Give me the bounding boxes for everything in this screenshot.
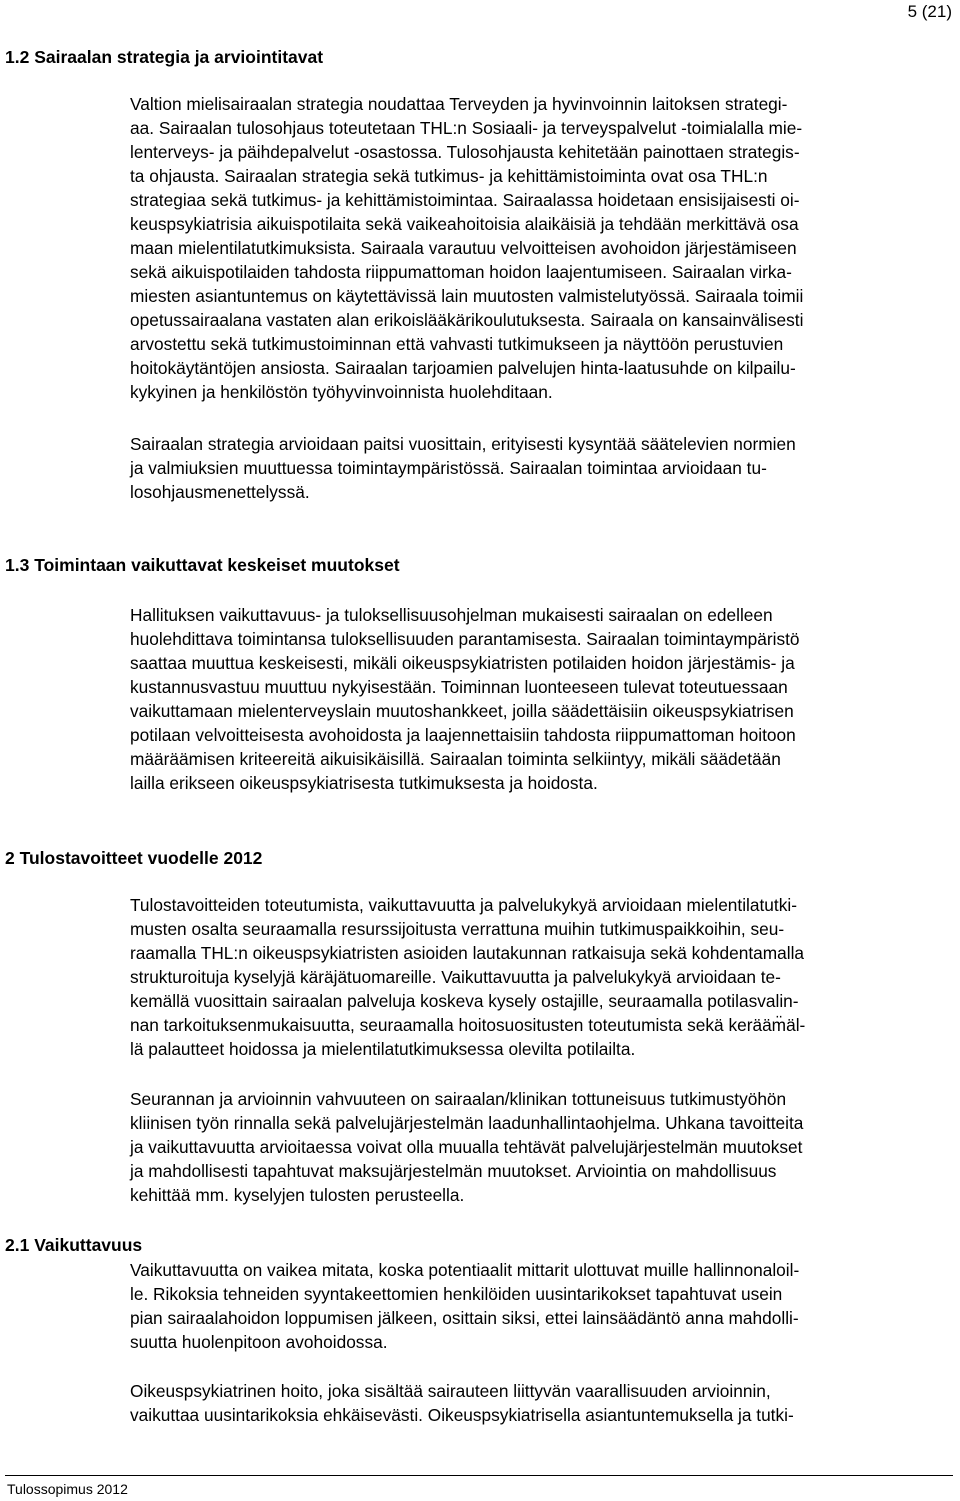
text-line: Hallituksen vaikuttavuus- ja tuloksellisuusohjelman mukaisesti sairaalan on edelleen [130, 605, 773, 625]
text-line: vaikuttaa uusintarikoksia ehkäisevästi. Oikeuspsykiatrisella asiantuntemuksella ja tutki- [130, 1405, 794, 1425]
section-heading-1-2: 1.2 Sairaalan strategia ja arviointitavat [5, 47, 324, 67]
text-line: kemällä vuosittain sairaalan palveluja koskeva kysely ostajille, seuraamalla potilasvalin- [130, 991, 799, 1011]
text-line: losohjausmenettelyssä. [130, 482, 310, 502]
paragraph-changes [130, 603, 953, 795]
paragraph-forensic-care [130, 1379, 953, 1427]
footer-divider [5, 1475, 953, 1476]
paragraph-monitoring [130, 1087, 953, 1207]
text-line: kustannusvastuu muuttuu nykyisestään. Toiminnan luonteeseen tulevat toteutuessaan [130, 677, 788, 697]
text-line: sekä aikuispotilaiden tahdosta riippumattoman hoidon laajentumiseen. Sairaalan virka- [130, 262, 792, 282]
page-number: 5 (21) [907, 2, 952, 21]
text-line: määräämisen kriteereitä aikuisikäisillä. Sairaalan toiminta selkiintyy, mikäli säädetään [130, 749, 781, 769]
text-line: ja mahdollisesti tapahtuvat maksujärjestelmän muutokset. Arviointia on mahdollisuus [130, 1161, 777, 1181]
footer-text: Tulossopimus 2012 [7, 1481, 128, 1497]
paragraph-effectiveness [130, 1258, 953, 1354]
text-line: nan tarkoituksenmukaisuutta, seuraamalla hoitosuositusten toteutumista sekä kerääm̈äl- [130, 1015, 806, 1035]
text-line: lailla erikseen oikeuspsykiatrisesta tutkimuksesta ja hoidosta. [130, 773, 598, 793]
paragraph-evaluation [130, 432, 953, 504]
text-line: strukturoituja kyselyjä käräjätuomareille. Vaikuttavuutta ja palvelukykyä arvioidaan te- [130, 967, 781, 987]
text-line: pian sairaalahoidon loppumisen jälkeen, osittain siksi, ettei lainsäädäntö anna mahdolli- [130, 1308, 799, 1328]
text-line: saattaa muuttua keskeisesti, mikäli oikeuspsykiatristen potilaiden hoidon järjestämis- ja [130, 653, 795, 673]
text-line: musten osalta seuraamalla resurssijoitusta verrattuna muihin tutkimuspaikkoihin, seu- [130, 919, 785, 939]
text-line: hoitokäytäntöjen ansiosta. Sairaalan tarjoamien palvelujen hinta-laatusuhde on kilpailu- [130, 358, 796, 378]
text-line: Seurannan ja arvioinnin vahvuuteen on sairaalan/klinikan tottuneisuus tutkimustyöhön [130, 1089, 787, 1109]
text-line: miesten asiantuntemus on käytettävissä lain muutosten valmistelutyössä. Sairaala toimii [130, 286, 804, 306]
text-line: strategiaa sekä tutkimus- ja kehittämistoimintaa. Sairaalassa hoidetaan ensisijaisesti oi- [130, 190, 800, 210]
text-line: raamalla THL:n oikeuspsykiatristen asioiden lautakunnan ratkaisuja sekä kohdentamalla [130, 943, 805, 963]
text-line: maan mielentilatutkimuksista. Sairaala varautuu velvoitteisen avohoidon järjestämiseen [130, 238, 797, 258]
text-line: keuspsykiatrisia aikuispotilaita sekä vaikeahoitoisia alaikäisiä ja tehdään merkittävä osa [130, 214, 799, 234]
section-heading-2: 2 Tulostavoitteet vuodelle 2012 [5, 848, 263, 868]
text-line: Oikeuspsykiatrinen hoito, joka sisältää sairauteen liittyvän vaarallisuuden arvioinnin, [130, 1381, 771, 1401]
text-line: ja valmiuksien muuttuessa toimintaympäristössä. Sairaalan toimintaa arvioidaan tu- [130, 458, 767, 478]
text-line: Tulostavoitteiden toteutumista, vaikuttavuutta ja palvelukykyä arvioidaan mielentilatutki- [130, 895, 797, 915]
paragraph-goal-assessment [130, 893, 953, 1061]
text-line: kykyinen ja henkilöstön työhyvinvoinnista huolehditaan. [130, 382, 553, 402]
text-line: lä palautteet hoidossa ja mielentilatutkimuksessa olevilta potilailta. [130, 1039, 636, 1059]
text-line: suutta huolenpitoon avohoidossa. [130, 1332, 388, 1352]
text-line: kehittää mm. kyselyjen tulosten perusteella. [130, 1185, 465, 1205]
text-line: opetussairaalana vastaten alan erikoislääkärikoulutuksesta. Sairaala on kansainvälisesti [130, 310, 804, 330]
section-heading-1-3: 1.3 Toimintaan vaikuttavat keskeiset muutokset [5, 555, 400, 575]
text-line: Vaikuttavuutta on vaikea mitata, koska potentiaalit mittarit ulottuvat muille hallinnonaloil- [130, 1260, 800, 1280]
section-heading-2-1: 2.1 Vaikuttavuus [5, 1235, 143, 1255]
text-line: arvostettu sekä tutkimustoiminnan että vahvasti tutkimukseen ja näyttöön perustuvien [130, 334, 784, 354]
text-line: huolehdittava toimintansa tuloksellisuuden parantamisesta. Sairaalan toimintaympäristö [130, 629, 800, 649]
text-line: ja vaikuttavuutta arvioitaessa voivat olla muualla tehtävät palvelujärjestelmän muutokset [130, 1137, 803, 1157]
text-line: ta ohjausta. Sairaalan strategia sekä tutkimus- ja kehittämistoiminta ovat osa THL:n [130, 166, 768, 186]
text-line: potilaan velvoitteisesta avohoidosta ja laajennettaisiin tahdosta riippumattoman hoitoon [130, 725, 796, 745]
text-line: le. Rikoksia tehneiden syyntakeettomien henkilöiden uusintarikokset tapahtuvat usein [130, 1284, 783, 1304]
text-line: Valtion mielisairaalan strategia noudattaa Terveyden ja hyvinvoinnin laitoksen strategi- [130, 94, 788, 114]
text-line: Sairaalan strategia arvioidaan paitsi vuosittain, erityisesti kysyntää säätelevien normien [130, 434, 796, 454]
text-line: kliinisen työn rinnalla sekä palvelujärjestelmän laadunhallintaohjelma. Uhkana tavoitteita [130, 1113, 804, 1133]
text-line: lenterveys- ja päihdepalvelut -osastossa. Tulosohjausta kehitetään painottaen strategis- [130, 142, 800, 162]
paragraph-strategy [130, 92, 953, 404]
text-line: vaikuttamaan mielenterveyslain muutoshankkeet, joilla säädettäisiin oikeuspsykiatrisen [130, 701, 794, 721]
text-line: aa. Sairaalan tulosohjaus toteutetaan THL:n Sosiaali- ja terveyspalvelut -toimialalla mie- [130, 118, 803, 138]
